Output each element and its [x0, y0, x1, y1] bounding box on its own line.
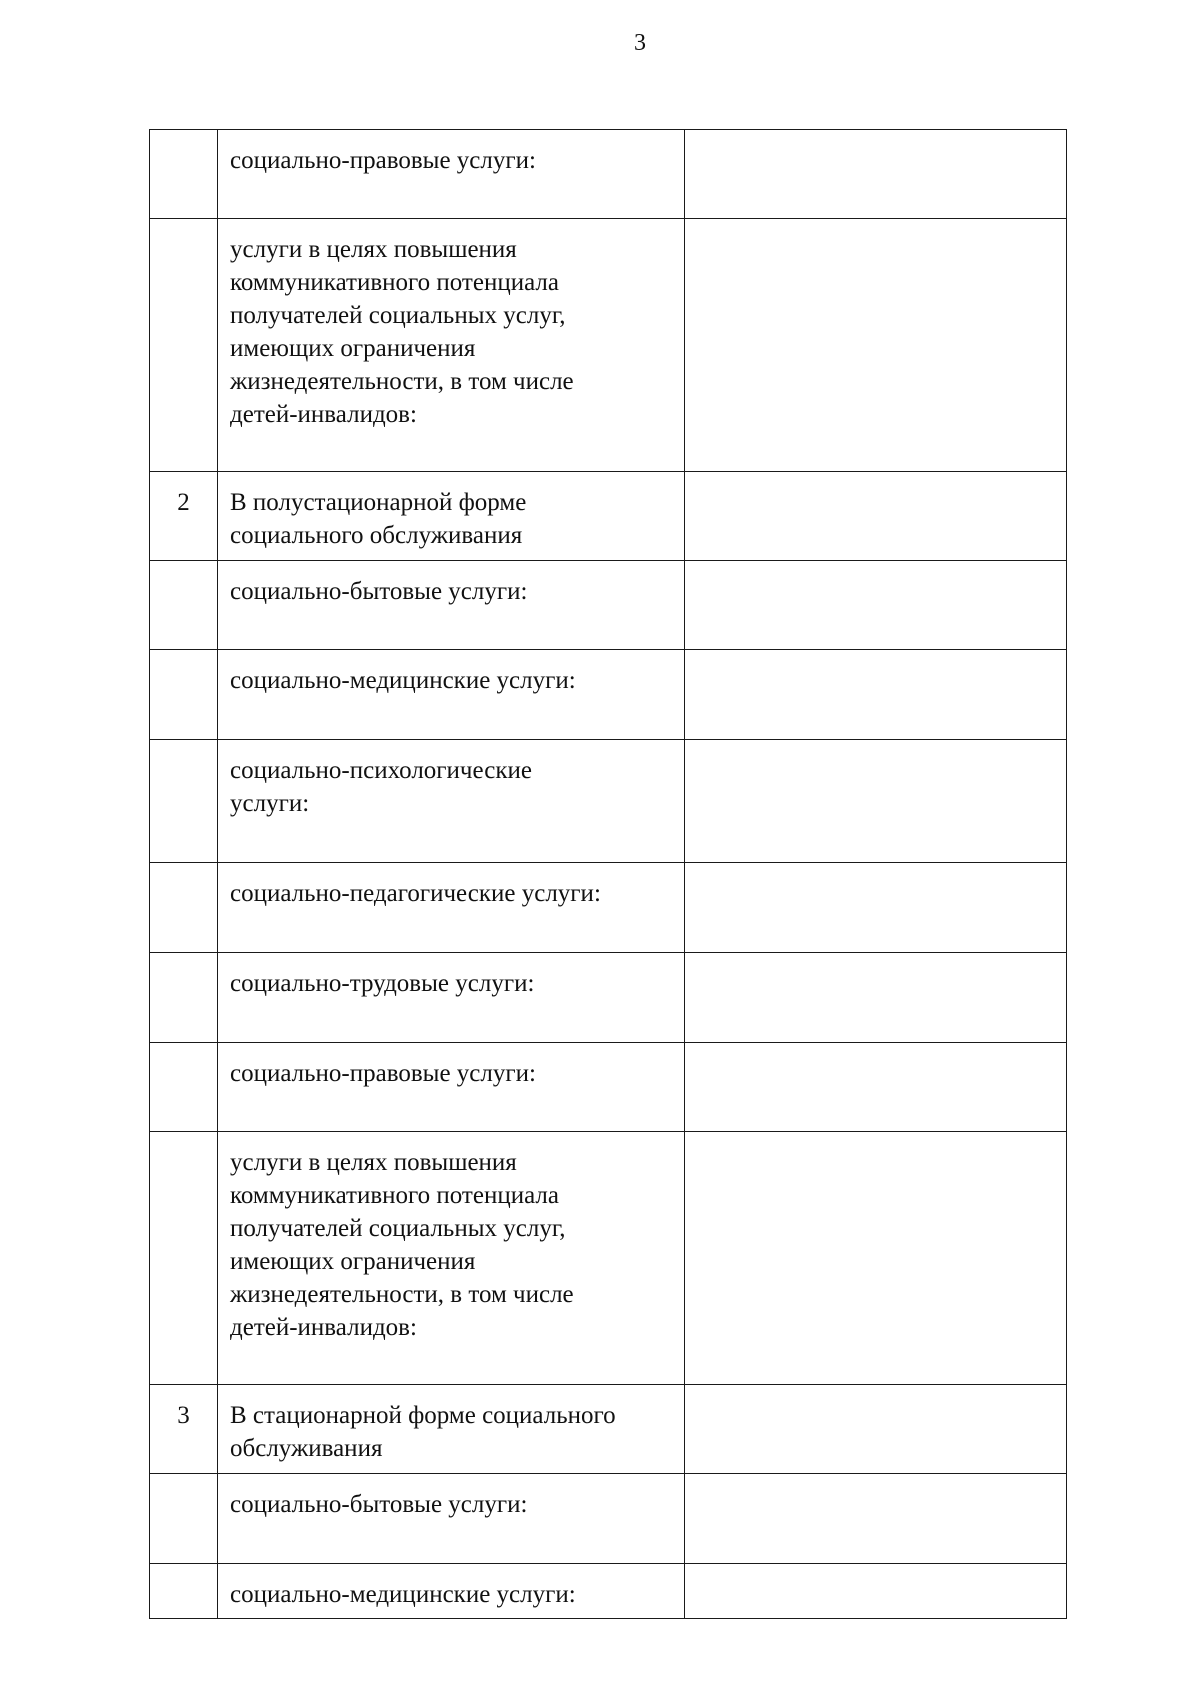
section-heading-cell: В стационарной форме социального обслуживания	[218, 1385, 685, 1474]
row-number-cell	[150, 1132, 218, 1385]
value-cell	[685, 953, 1067, 1043]
section-heading-cell: В полустационарной форме социального обслуживания	[218, 472, 685, 561]
table-row	[150, 1043, 1067, 1132]
table-row	[150, 863, 1067, 953]
page-number: 3	[634, 30, 646, 56]
value-cell	[685, 1474, 1067, 1564]
value-cell	[685, 561, 1067, 650]
service-type-cell: социально-педагогические услуги:	[218, 863, 685, 953]
value-cell	[685, 130, 1067, 219]
value-cell	[685, 1385, 1067, 1474]
row-number-cell	[150, 1564, 218, 1619]
service-type-cell: социально-трудовые услуги:	[218, 953, 685, 1043]
table-row	[150, 1474, 1067, 1564]
service-type-cell: социально-бытовые услуги:	[218, 1474, 685, 1564]
service-type-cell: услуги в целях повышения коммуникативного потенциала получателей социальных услуг, имеющих ограничения жизнедеятельности, в том числе детей-инвалидов:	[218, 219, 685, 472]
row-number-cell	[150, 219, 218, 472]
row-number-cell	[150, 1474, 218, 1564]
service-type-cell: социально-психологические услуги:	[218, 740, 685, 863]
service-type-cell: социально-медицинские услуги:	[218, 1564, 685, 1619]
service-type-cell: социально-правовые услуги:	[218, 1043, 685, 1132]
table-row	[150, 130, 1067, 219]
row-number-cell	[150, 1043, 218, 1132]
value-cell	[685, 1132, 1067, 1385]
value-cell	[685, 740, 1067, 863]
row-number-cell	[150, 863, 218, 953]
row-number-cell	[150, 650, 218, 740]
services-table	[149, 129, 1067, 1619]
row-number-cell	[150, 953, 218, 1043]
table-row	[150, 219, 1067, 472]
table-row	[150, 740, 1067, 863]
table-row	[150, 1132, 1067, 1385]
table-row	[150, 1564, 1067, 1619]
service-type-cell: социально-правовые услуги:	[218, 130, 685, 219]
row-number-cell: 3	[150, 1385, 218, 1474]
row-number-cell	[150, 561, 218, 650]
table-row	[150, 953, 1067, 1043]
row-number-cell	[150, 740, 218, 863]
value-cell	[685, 1043, 1067, 1132]
value-cell	[685, 1564, 1067, 1619]
value-cell	[685, 472, 1067, 561]
service-type-cell: социально-бытовые услуги:	[218, 561, 685, 650]
table-row	[150, 561, 1067, 650]
row-number-cell	[150, 130, 218, 219]
service-type-cell: услуги в целях повышения коммуникативного потенциала получателей социальных услуг, имеющих ограничения жизнедеятельности, в том числе детей-инвалидов:	[218, 1132, 685, 1385]
service-type-cell: социально-медицинские услуги:	[218, 650, 685, 740]
value-cell	[685, 650, 1067, 740]
value-cell	[685, 863, 1067, 953]
table-row	[150, 472, 1067, 561]
row-number-cell: 2	[150, 472, 218, 561]
table-row	[150, 650, 1067, 740]
table-row	[150, 1385, 1067, 1474]
value-cell	[685, 219, 1067, 472]
